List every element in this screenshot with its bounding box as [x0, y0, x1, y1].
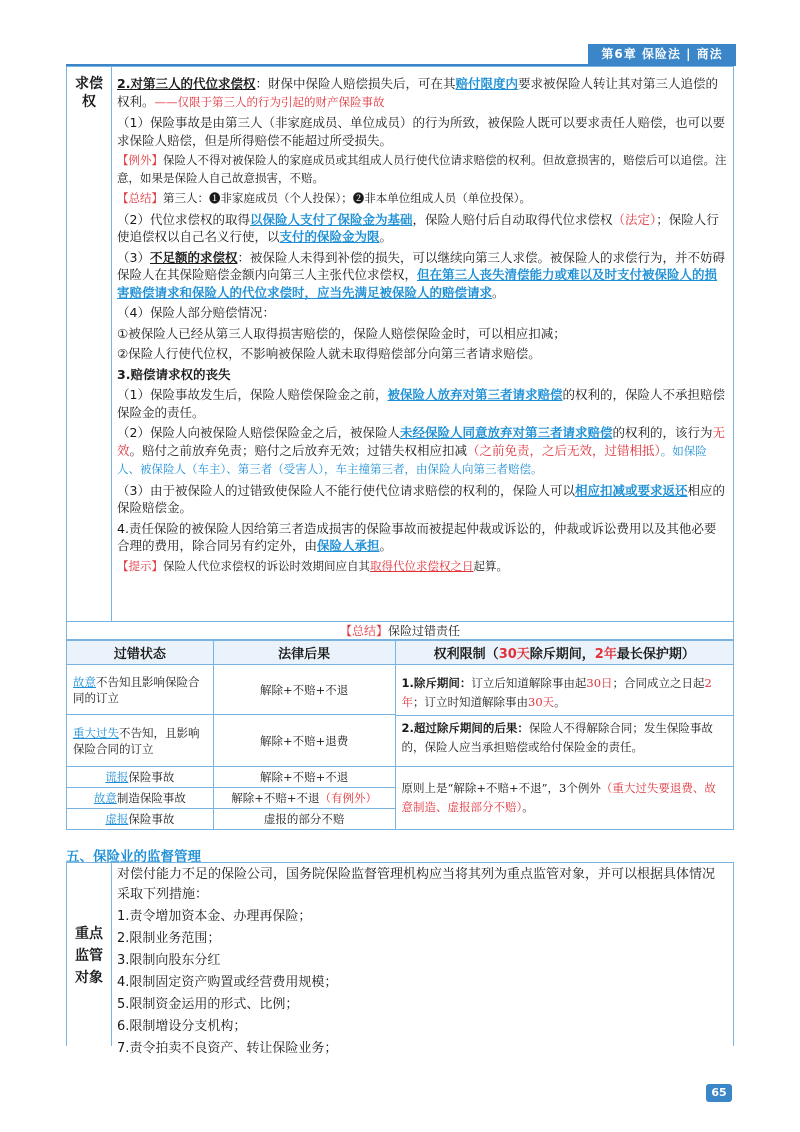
highlight: 以保险人支付了保险金为基础 [249, 211, 413, 227]
text: 保险人代位求偿权的诉讼时效期间应自其 [163, 558, 370, 573]
cell-limit [395, 767, 733, 830]
text: ；合同成立之日起 [612, 676, 705, 690]
handwritten-note: ——仅限于第三人的行为引起的财产保险事故 [154, 94, 385, 109]
cell-consequence: 解除+不赔+不退 [213, 767, 395, 788]
block-label: 重点监管对象 [75, 926, 103, 986]
keyword: 虚报 [105, 812, 129, 826]
chapter-header: 第6章 保险法 | 商法 [588, 44, 736, 64]
text: ：被保险人未得到补偿的损失，可以继续向第三人求偿。被保险人的求偿行为，并不妨碍保险人在其保险赔偿金额内向第三人主张代位求偿权， [117, 249, 725, 282]
cell-fault [67, 809, 214, 830]
cell-fault [67, 665, 214, 715]
heading-3: 3.赔偿请求权的丧失 [117, 366, 231, 382]
summary-title [66, 622, 734, 640]
highlight: 赔付限度内 [455, 76, 518, 91]
table-row [67, 665, 734, 715]
list-item: 7.责令拍卖不良资产、转让保险业务； [117, 1041, 338, 1056]
text: ；订立时知道解除事由 [413, 695, 529, 709]
page-number: 65 [706, 1084, 732, 1102]
cell-consequence: 解除+不赔+退费 [213, 715, 395, 767]
para-3-3 [117, 482, 727, 517]
cell-fault [67, 788, 214, 809]
para-2-1: （1）保险事故是由第三人（非家庭成员、单位成员）的行为所致，被保险人既可以要求责任人赔偿，也可以要求保险人赔偿，但是所得赔偿不能超过所受损失。 [117, 115, 725, 148]
text: 不告知，且影响保险合同的订立 [73, 725, 200, 756]
text: 保险人不得对被保险人的家庭成员或其组成人员行使代位请求赔偿的权利。但故意损害的，赔偿后可以追偿。注意，如果是保险人自己故意损害，不赔。 [117, 153, 727, 185]
keyword: 重大过失 [73, 725, 119, 740]
text: 保险过错责任 [388, 624, 461, 638]
exception-note [117, 152, 727, 187]
text: 保险事故 [128, 812, 175, 826]
keyword: 谎报 [105, 770, 129, 784]
text: （2）保险人向被保险人赔偿保险金之后，被保险人 [117, 425, 400, 440]
section-5-title: 五、保险业的监督管理 [66, 849, 201, 865]
para-2-4: （4）保险人部分赔偿情况： [117, 305, 275, 320]
summary-note [117, 190, 727, 208]
block-label: 求偿权 [75, 76, 103, 110]
limit-1 [402, 674, 727, 712]
cell-fault [67, 715, 214, 767]
keyword: 故意 [73, 674, 96, 689]
table-header-row [67, 641, 734, 665]
cell-limit [395, 665, 733, 767]
header-fault-state: 过错状态 [67, 641, 214, 665]
text: 解除+不赔+不退 [231, 791, 320, 805]
tag: 【例外】 [117, 153, 163, 167]
bold-term: 1.除斥期间： [401, 676, 472, 690]
text: 起算。 [473, 558, 508, 573]
para-2-4-1: ①被保险人已经从第三人取得损害赔偿的，保险人赔偿保险金时，可以相应扣减； [117, 325, 566, 341]
text: 权利限制（ [433, 647, 499, 662]
cell-fault [67, 767, 214, 788]
text: 相应的保险赔偿金。 [117, 482, 725, 515]
block-label-cell [67, 863, 112, 1046]
highlight: 未经保险人同意放弃对第三者请求赔偿 [399, 425, 613, 440]
fault-liability-table [66, 640, 734, 830]
para-2 [117, 75, 727, 111]
text: 的权利的，该行为 [612, 425, 713, 440]
text: 。 [554, 695, 566, 709]
text: （3）由于被保险人的过错致使保险人不能行使代位请求赔偿的权利的，保险人可以 [117, 482, 575, 498]
text: 第三人：❶非家庭成员（个人投保）；❷非本单位组成人员（单位投保）。 [163, 191, 531, 205]
text: ，保险人赔付后自动取得代位求偿权 [412, 211, 613, 227]
bold-term: 2.超过除斥期间的后果： [401, 721, 529, 735]
header-legal-consequence: 法律后果 [213, 641, 395, 665]
table-row [67, 767, 734, 788]
text: （1）保险事故发生后，保险人赔偿保险金之前， [117, 387, 388, 402]
text: ；保险人行使追偿权以自己名义行使，以 [117, 211, 719, 244]
list-item: 1.责令增加资本金、办理再保险； [117, 909, 312, 924]
text: 最长保护期） [616, 647, 695, 662]
para-2-4-2: ②保险人行使代位权，不影响被保险人就未取得赔偿部分向第三者请求赔偿。 [117, 346, 541, 361]
red-text: 无效 [117, 425, 726, 458]
highlight: 保险人承担 [317, 538, 380, 553]
tag: 【总结】 [117, 191, 163, 205]
heading-2: 2.对第三人的代位求偿权 [117, 76, 256, 91]
cell-consequence [213, 788, 395, 809]
red-text: 取得代位求偿权之日 [370, 558, 474, 573]
highlight: 被保险人放弃对第三者请求赔偿 [387, 387, 563, 402]
subrogation-block [66, 66, 734, 622]
text: 不告知且影响保险合同的订立 [73, 674, 200, 705]
text: 的权利的，保险人不承担赔偿保险金的责任。 [117, 387, 725, 420]
text: 保险人不得解除合同；发生保险事故的，保险人应当承担赔偿或给付保险金的责任。 [401, 721, 713, 754]
tag: 【总结】 [339, 624, 388, 638]
block-content [117, 75, 727, 578]
supervision-intro: 对偿付能力不足的保险公司，国务院保险监督管理机构应当将其列为重点监管对象，并可以根据具体情况采取下列措施： [117, 867, 716, 902]
red-text: （有例外） [319, 791, 378, 805]
para-4 [117, 520, 727, 555]
red-text: 30日 [586, 676, 613, 690]
text: 制造保险事故 [116, 791, 186, 805]
text: 。 [379, 538, 393, 553]
red-text: 2年 [594, 647, 617, 662]
para-2-2 [117, 211, 727, 246]
text: 。 [492, 284, 505, 300]
text: （2）代位求偿权的取得 [117, 211, 250, 227]
keyword: 故意 [93, 791, 117, 805]
list-item: 2.限制业务范围； [117, 931, 221, 946]
para-3-2 [117, 424, 727, 479]
para-2-3 [117, 249, 727, 302]
block-label-cell [67, 67, 112, 621]
list-item: 6.限制增设分支机构； [117, 1019, 247, 1034]
cell-consequence: 虚报的部分不赔 [213, 809, 395, 830]
text: 保险事故 [128, 770, 175, 784]
supervision-block [66, 862, 734, 1056]
list-item: 4.限制固定资产购置或经营费用规模； [117, 975, 338, 990]
text: 。 [379, 229, 393, 244]
highlight: 但在第三人丧失清偿能力或难以及时支付被保险人的损害赔偿请求和保险人的代位求偿时，应当先满足被保险人的赔偿请求 [117, 267, 718, 300]
bold-term: 不足额的求偿权 [149, 249, 238, 265]
red-text: （法定） [612, 211, 657, 227]
cell-consequence: 解除+不赔+不退 [213, 665, 395, 715]
red-text: 30天 [498, 647, 530, 662]
text: 要求被保险人转让其对第三人追偿的权利。 [117, 76, 718, 109]
text: 除斥期间， [529, 647, 595, 662]
red-text: （之前免责，之后无效，过错相抵） [467, 442, 661, 458]
text: （3） [117, 249, 150, 265]
header-right-limit [395, 641, 733, 665]
text: ：財保中保险人赔偿损失后，可在其 [255, 76, 456, 91]
text: 。 [522, 800, 534, 814]
red-text: 30天 [528, 695, 555, 709]
tip-note [117, 558, 727, 576]
block-content [117, 865, 727, 1061]
handwritten-note: 。如保险人、被保险人（车主）、第三者（受害人），车主撞第三者，由保险人向第三者赔偿。 [117, 443, 707, 476]
list-item: 3.限制向股东分红 [117, 953, 221, 968]
limit-2 [396, 715, 733, 757]
highlight: 相应扣减或要求返还 [574, 482, 688, 498]
red-text: 2年 [401, 676, 712, 709]
highlight: 支付的保险金为限 [279, 229, 380, 244]
text: 4.责任保险的被保险人因给第三者造成损害的保险事故而被提起仲裁或诉讼的，仲裁或诉讼费用以及其他必要合理的费用，除合同另有约定外，由 [117, 520, 717, 553]
para-3-1 [117, 386, 727, 421]
tag: 【提示】 [117, 558, 163, 573]
text: 。赔付之前放弃免责；赔付之后放弃无效；过错失权相应扣减 [129, 442, 468, 458]
text: 订立后知道解除事由起 [471, 676, 587, 690]
list-item: 5.限制资金运用的形式、比例； [117, 997, 299, 1012]
red-text: （重大过失要退费、故意制造、虚报部分不赔） [401, 781, 716, 814]
text: 原则上是“解除+不赔+不退”，3个例外 [401, 781, 601, 795]
